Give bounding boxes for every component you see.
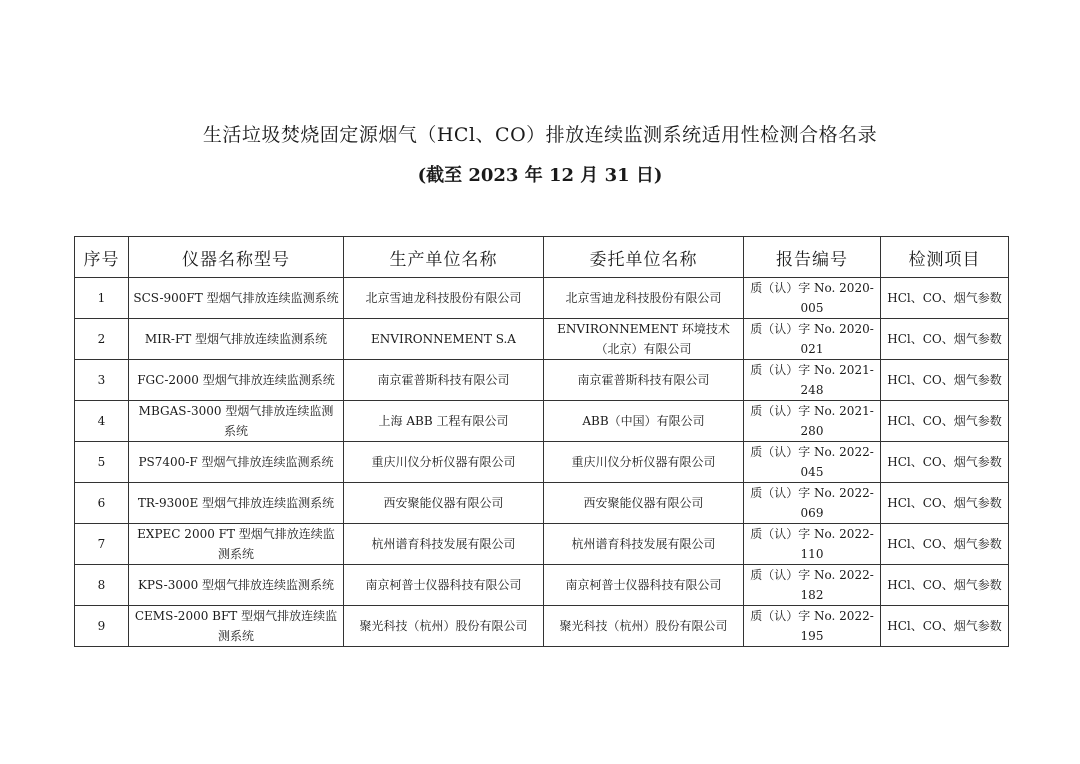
cell-report-number: 质（认）字 No. 2020-021 xyxy=(744,319,881,360)
table-header-row xyxy=(75,237,1009,278)
cell-client: 杭州谱育科技发展有限公司 xyxy=(544,524,744,565)
cell-report-number: 质（认）字 No. 2021-280 xyxy=(744,401,881,442)
cell-instrument-model: SCS-900FT 型烟气排放连续监测系统 xyxy=(129,278,344,319)
cell-instrument-model: TR-9300E 型烟气排放连续监测系统 xyxy=(129,483,344,524)
cell-report-number: 质（认）字 No. 2022-045 xyxy=(744,442,881,483)
table-row xyxy=(75,483,1009,524)
cell-manufacturer: 北京雪迪龙科技股份有限公司 xyxy=(344,278,544,319)
table-row xyxy=(75,319,1009,360)
cell-test-items: HCl、CO、烟气参数 xyxy=(881,524,1009,565)
cell-serial-number: 7 xyxy=(75,524,129,565)
cell-test-items: HCl、CO、烟气参数 xyxy=(881,565,1009,606)
cell-serial-number: 8 xyxy=(75,565,129,606)
cell-test-items: HCl、CO、烟气参数 xyxy=(881,360,1009,401)
cell-manufacturer: ENVIRONNEMENT S.A xyxy=(344,319,544,360)
document-subtitle: (截至 2023 年 12 月 31 日) xyxy=(417,165,663,186)
cell-instrument-model: FGC-2000 型烟气排放连续监测系统 xyxy=(129,360,344,401)
document-title: 生活垃圾焚烧固定源烟气（HCl、CO）排放连续监测系统适用性检测合格名录 xyxy=(202,124,878,146)
cell-report-number: 质（认）字 No. 2022-182 xyxy=(744,565,881,606)
table-row xyxy=(75,565,1009,606)
cell-manufacturer: 重庆川仪分析仪器有限公司 xyxy=(344,442,544,483)
cell-manufacturer: 杭州谱育科技发展有限公司 xyxy=(344,524,544,565)
cell-test-items: HCl、CO、烟气参数 xyxy=(881,278,1009,319)
table-row xyxy=(75,524,1009,565)
cell-test-items: HCl、CO、烟气参数 xyxy=(881,401,1009,442)
cell-serial-number: 3 xyxy=(75,360,129,401)
cell-client: 南京霍普斯科技有限公司 xyxy=(544,360,744,401)
header-client: 委托单位名称 xyxy=(544,237,744,278)
cell-client: ENVIRONNEMENT 环境技术（北京）有限公司 xyxy=(544,319,744,360)
cell-instrument-model: PS7400-F 型烟气排放连续监测系统 xyxy=(129,442,344,483)
cell-client: 南京柯普士仪器科技有限公司 xyxy=(544,565,744,606)
cell-manufacturer: 南京柯普士仪器科技有限公司 xyxy=(344,565,544,606)
cell-serial-number: 9 xyxy=(75,606,129,647)
cell-instrument-model: KPS-3000 型烟气排放连续监测系统 xyxy=(129,565,344,606)
cell-manufacturer: 聚光科技（杭州）股份有限公司 xyxy=(344,606,544,647)
cell-manufacturer: 上海 ABB 工程有限公司 xyxy=(344,401,544,442)
cell-instrument-model: CEMS-2000 BFT 型烟气排放连续监测系统 xyxy=(129,606,344,647)
cell-manufacturer: 南京霍普斯科技有限公司 xyxy=(344,360,544,401)
cell-client: 西安聚能仪器有限公司 xyxy=(544,483,744,524)
header-report-number: 报告编号 xyxy=(744,237,881,278)
cell-instrument-model: MBGAS-3000 型烟气排放连续监测系统 xyxy=(129,401,344,442)
cell-report-number: 质（认）字 No. 2020-005 xyxy=(744,278,881,319)
cell-report-number: 质（认）字 No. 2022-110 xyxy=(744,524,881,565)
cell-report-number: 质（认）字 No. 2022-069 xyxy=(744,483,881,524)
cell-serial-number: 4 xyxy=(75,401,129,442)
cell-test-items: HCl、CO、烟气参数 xyxy=(881,606,1009,647)
header-serial-number: 序号 xyxy=(75,237,129,278)
table-row xyxy=(75,401,1009,442)
cell-client: 聚光科技（杭州）股份有限公司 xyxy=(544,606,744,647)
table-row xyxy=(75,442,1009,483)
cell-serial-number: 2 xyxy=(75,319,129,360)
cell-serial-number: 5 xyxy=(75,442,129,483)
qualified-list-table xyxy=(74,236,1009,647)
cell-test-items: HCl、CO、烟气参数 xyxy=(881,483,1009,524)
cell-serial-number: 1 xyxy=(75,278,129,319)
cell-manufacturer: 西安聚能仪器有限公司 xyxy=(344,483,544,524)
cell-instrument-model: EXPEC 2000 FT 型烟气排放连续监测系统 xyxy=(129,524,344,565)
cell-test-items: HCl、CO、烟气参数 xyxy=(881,319,1009,360)
header-manufacturer: 生产单位名称 xyxy=(344,237,544,278)
cell-test-items: HCl、CO、烟气参数 xyxy=(881,442,1009,483)
header-test-items: 检测项目 xyxy=(881,237,1009,278)
cell-serial-number: 6 xyxy=(75,483,129,524)
cell-client: 重庆川仪分析仪器有限公司 xyxy=(544,442,744,483)
cell-report-number: 质（认）字 No. 2022-195 xyxy=(744,606,881,647)
cell-report-number: 质（认）字 No. 2021-248 xyxy=(744,360,881,401)
cell-client: ABB（中国）有限公司 xyxy=(544,401,744,442)
table-row xyxy=(75,360,1009,401)
cell-client: 北京雪迪龙科技股份有限公司 xyxy=(544,278,744,319)
cell-instrument-model: MIR-FT 型烟气排放连续监测系统 xyxy=(129,319,344,360)
table-row xyxy=(75,278,1009,319)
table-row xyxy=(75,606,1009,647)
header-instrument-model: 仪器名称型号 xyxy=(129,237,344,278)
